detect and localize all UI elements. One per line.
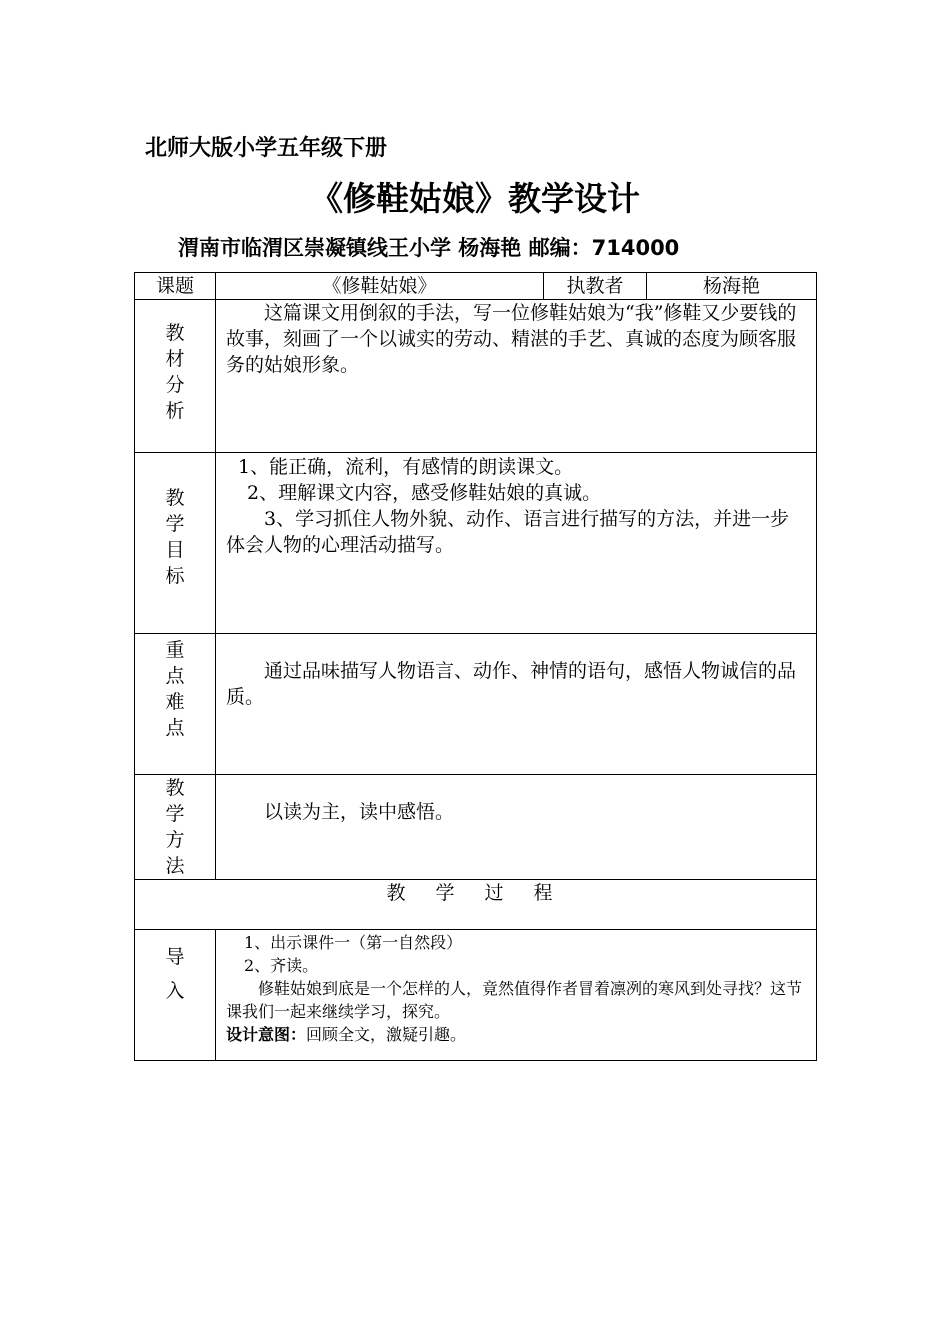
intro-label-char: 导 bbox=[165, 946, 185, 968]
lesson-plan-table bbox=[134, 272, 817, 1061]
key-points-row bbox=[135, 634, 817, 775]
process-heading: 教 学 过 程 bbox=[135, 880, 817, 930]
analysis-content bbox=[216, 300, 817, 453]
method-label bbox=[135, 775, 216, 880]
analysis-label bbox=[135, 300, 216, 453]
design-intent bbox=[226, 1023, 808, 1046]
goal-item: 1、能正确，流利，有感情的朗读课文。 bbox=[238, 456, 574, 478]
method-content bbox=[216, 775, 817, 880]
teacher-label: 执教者 bbox=[544, 273, 647, 300]
method-row bbox=[135, 775, 817, 880]
analysis-row bbox=[135, 300, 817, 453]
key-points-content bbox=[216, 634, 817, 775]
intro-label-char: 入 bbox=[165, 980, 185, 1002]
intro-label bbox=[135, 930, 216, 1061]
goals-content bbox=[216, 453, 817, 634]
analysis-text: 这篇课文用倒叙的手法，写一位修鞋姑娘为“我”修鞋又少要钱的故事，刻画了一个以诚实的劳动、精湛的手艺、真诚的态度为顾客服务的姑娘形象。 bbox=[226, 302, 797, 376]
document-title: 《修鞋姑娘》教学设计 bbox=[310, 179, 640, 218]
key-points-label bbox=[135, 634, 216, 775]
method-label-char: 方 bbox=[165, 829, 185, 851]
key-points-label-char: 重 bbox=[165, 639, 185, 661]
analysis-label-char: 析 bbox=[165, 400, 185, 422]
intro-line: 1、出示课件一（第一自然段） bbox=[244, 933, 463, 952]
method-label-char: 教 bbox=[165, 777, 185, 799]
goal-item: 3、学习抓住人物外貌、动作、语言进行描写的方法，并进一步体会人物的心理活动描写。 bbox=[226, 508, 790, 556]
lesson-label: 课题 bbox=[135, 273, 216, 300]
analysis-label-char: 分 bbox=[165, 374, 185, 396]
goals-label bbox=[135, 453, 216, 634]
method-label-char: 法 bbox=[165, 855, 185, 877]
key-points-label-char: 点 bbox=[165, 665, 185, 687]
design-intent-label: 设计意图： bbox=[226, 1025, 307, 1044]
author-line: 渭南市临渭区崇凝镇线王小学 杨海艳 邮编：714000 bbox=[178, 236, 680, 260]
key-points-text: 通过品味描写人物语言、动作、神情的语句，感悟人物诚信的品质。 bbox=[226, 660, 797, 708]
goals-label-char: 学 bbox=[165, 513, 185, 535]
key-points-label-char: 点 bbox=[165, 717, 185, 739]
goal-item: 2、理解课文内容，感受修鞋姑娘的真诚。 bbox=[247, 482, 602, 504]
intro-line: 修鞋姑娘到底是一个怎样的人，竟然值得作者冒着凛冽的寒风到处寻找？这节课我们一起来继续学习，探究。 bbox=[226, 979, 803, 1021]
goals-label-char: 标 bbox=[165, 565, 185, 587]
intro-content bbox=[216, 930, 817, 1061]
analysis-label-char: 材 bbox=[165, 348, 185, 370]
document-subtitle: 北师大版小学五年级下册 bbox=[145, 136, 388, 161]
key-points-label-char: 难 bbox=[165, 691, 185, 713]
process-heading-row bbox=[135, 880, 817, 930]
goals-label-char: 目 bbox=[165, 539, 185, 561]
method-label-char: 学 bbox=[165, 803, 185, 825]
intro-row bbox=[135, 930, 817, 1061]
analysis-label-char: 教 bbox=[165, 322, 185, 344]
goals-row bbox=[135, 453, 817, 634]
goals-label-char: 教 bbox=[165, 487, 185, 509]
intro-line: 2、齐读。 bbox=[244, 956, 319, 975]
design-intent-text: 回顾全文，激疑引趣。 bbox=[306, 1025, 467, 1044]
lesson-header-row bbox=[135, 273, 817, 300]
method-text: 以读为主，读中感悟。 bbox=[264, 801, 455, 823]
teacher-value: 杨海艳 bbox=[647, 273, 817, 300]
lesson-value: 《修鞋姑娘》 bbox=[216, 273, 544, 300]
